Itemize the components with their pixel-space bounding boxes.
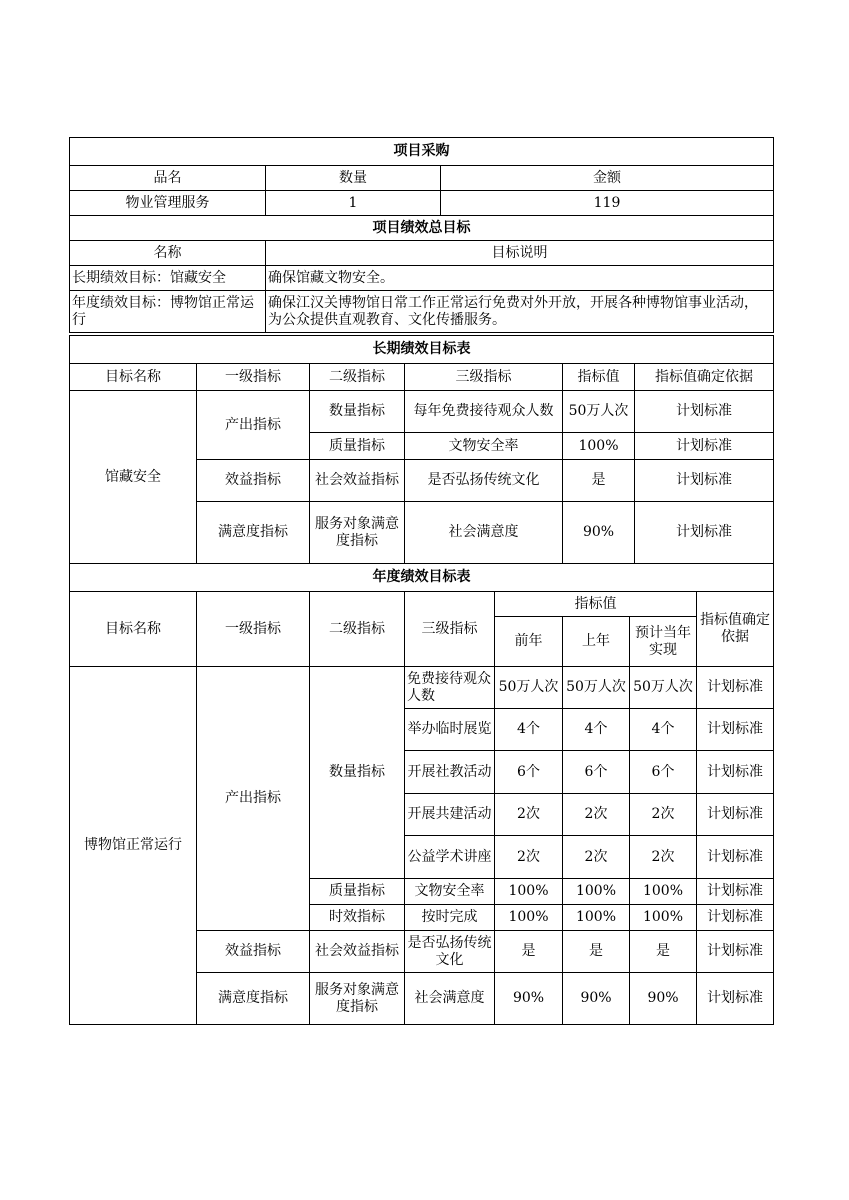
an-basis: 计划标准 bbox=[697, 751, 774, 794]
an-basis: 计划标准 bbox=[697, 794, 774, 836]
an-header-year-before: 前年 bbox=[495, 617, 563, 667]
lt-level3: 是否弘扬传统文化 bbox=[405, 460, 563, 502]
an-level3: 举办临时展览 bbox=[405, 709, 495, 751]
an-value: 100% bbox=[630, 879, 697, 905]
an-level3: 社会满意度 bbox=[405, 973, 495, 1025]
an-level2-quality: 质量指标 bbox=[310, 879, 405, 905]
an-header-goal: 目标名称 bbox=[70, 592, 197, 667]
lt-basis: 计划标准 bbox=[635, 460, 774, 502]
an-value: 2次 bbox=[630, 794, 697, 836]
an-level3: 公益学术讲座 bbox=[405, 836, 495, 879]
an-value: 50万人次 bbox=[630, 667, 697, 709]
lt-level1-benefit: 效益指标 bbox=[197, 460, 310, 502]
lt-basis: 计划标准 bbox=[635, 502, 774, 564]
lt-level2: 社会效益指标 bbox=[310, 460, 405, 502]
an-value: 90% bbox=[495, 973, 563, 1025]
an-basis: 计划标准 bbox=[697, 709, 774, 751]
an-basis: 计划标准 bbox=[697, 973, 774, 1025]
long-term-goal-desc: 确保馆藏文物安全。 bbox=[266, 266, 774, 291]
an-goal-name: 博物馆正常运行 bbox=[70, 667, 197, 1025]
an-level1-benefit: 效益指标 bbox=[197, 931, 310, 973]
an-value: 2次 bbox=[563, 794, 630, 836]
an-header-this-year: 预计当年实现 bbox=[630, 617, 697, 667]
an-value: 6个 bbox=[630, 751, 697, 794]
long-term-title: 长期绩效目标表 bbox=[70, 336, 774, 364]
lt-header-level1: 一级指标 bbox=[197, 364, 310, 391]
an-basis: 计划标准 bbox=[697, 905, 774, 931]
lt-header-goal: 目标名称 bbox=[70, 364, 197, 391]
lt-basis: 计划标准 bbox=[635, 391, 774, 433]
lt-level3: 社会满意度 bbox=[405, 502, 563, 564]
an-level2-timeliness: 时效指标 bbox=[310, 905, 405, 931]
lt-header-basis: 指标值确定依据 bbox=[635, 364, 774, 391]
an-level3: 按时完成 bbox=[405, 905, 495, 931]
an-value: 是 bbox=[495, 931, 563, 973]
an-value: 6个 bbox=[563, 751, 630, 794]
an-value: 100% bbox=[563, 879, 630, 905]
an-value: 4个 bbox=[495, 709, 563, 751]
overall-title: 项目绩效总目标 bbox=[70, 216, 774, 241]
lt-level1-satisfaction: 满意度指标 bbox=[197, 502, 310, 564]
col-header-amount: 金额 bbox=[441, 166, 774, 191]
an-value: 100% bbox=[495, 879, 563, 905]
an-value: 4个 bbox=[630, 709, 697, 751]
an-value: 90% bbox=[563, 973, 630, 1025]
an-header-level3: 三级指标 bbox=[405, 592, 495, 667]
lt-value: 是 bbox=[563, 460, 635, 502]
an-level2-social-benefit: 社会效益指标 bbox=[310, 931, 405, 973]
an-value: 2次 bbox=[495, 836, 563, 879]
annual-table bbox=[69, 563, 774, 1025]
col-header-description: 目标说明 bbox=[266, 241, 774, 266]
an-basis: 计划标准 bbox=[697, 667, 774, 709]
long-term-table bbox=[69, 335, 774, 564]
lt-level3: 文物安全率 bbox=[405, 433, 563, 460]
an-value: 2次 bbox=[563, 836, 630, 879]
lt-value: 90% bbox=[563, 502, 635, 564]
an-value: 100% bbox=[495, 905, 563, 931]
lt-header-level3: 三级指标 bbox=[405, 364, 563, 391]
annual-goal-desc: 确保江汉关博物馆日常工作正常运行免费对外开放，开展各种博物馆事业活动，为公众提供直观教育、文化传播服务。 bbox=[266, 291, 774, 333]
item-amount: 119 bbox=[441, 191, 774, 216]
an-basis: 计划标准 bbox=[697, 931, 774, 973]
lt-level3: 每年免费接待观众人数 bbox=[405, 391, 563, 433]
col-header-name: 名称 bbox=[70, 241, 266, 266]
annual-goal-name: 年度绩效目标：博物馆正常运行 bbox=[70, 291, 266, 333]
an-value: 2次 bbox=[495, 794, 563, 836]
lt-header-level2: 二级指标 bbox=[310, 364, 405, 391]
an-value: 50万人次 bbox=[563, 667, 630, 709]
col-header-quantity: 数量 bbox=[266, 166, 441, 191]
an-level3: 是否弘扬传统文化 bbox=[405, 931, 495, 973]
long-term-goal-name: 长期绩效目标：馆藏安全 bbox=[70, 266, 266, 291]
an-value: 是 bbox=[630, 931, 697, 973]
an-header-level1: 一级指标 bbox=[197, 592, 310, 667]
an-level2-quantity: 数量指标 bbox=[310, 667, 405, 879]
an-value: 6个 bbox=[495, 751, 563, 794]
lt-header-value: 指标值 bbox=[563, 364, 635, 391]
an-value: 90% bbox=[630, 973, 697, 1025]
item-quantity: 1 bbox=[266, 191, 441, 216]
lt-level1-output: 产出指标 bbox=[197, 391, 310, 460]
an-header-value: 指标值 bbox=[495, 592, 697, 617]
lt-goal-name: 馆藏安全 bbox=[70, 391, 197, 564]
lt-basis: 计划标准 bbox=[635, 433, 774, 460]
an-level1-output: 产出指标 bbox=[197, 667, 310, 931]
lt-level2: 数量指标 bbox=[310, 391, 405, 433]
procurement-table bbox=[69, 137, 774, 333]
an-level3: 开展社教活动 bbox=[405, 751, 495, 794]
an-value: 2次 bbox=[630, 836, 697, 879]
an-value: 4个 bbox=[563, 709, 630, 751]
col-header-item: 品名 bbox=[70, 166, 266, 191]
an-level3: 开展共建活动 bbox=[405, 794, 495, 836]
an-value: 50万人次 bbox=[495, 667, 563, 709]
an-header-basis: 指标值确定依据 bbox=[697, 592, 774, 667]
an-header-last-year: 上年 bbox=[563, 617, 630, 667]
lt-value: 50万人次 bbox=[563, 391, 635, 433]
an-value: 100% bbox=[563, 905, 630, 931]
annual-title: 年度绩效目标表 bbox=[70, 564, 774, 592]
an-level3: 免费接待观众人数 bbox=[405, 667, 495, 709]
procurement-title: 项目采购 bbox=[70, 138, 774, 166]
lt-level2: 服务对象满意度指标 bbox=[310, 502, 405, 564]
lt-level2: 质量指标 bbox=[310, 433, 405, 460]
an-level1-satisfaction: 满意度指标 bbox=[197, 973, 310, 1025]
lt-value: 100% bbox=[563, 433, 635, 460]
an-level3: 文物安全率 bbox=[405, 879, 495, 905]
an-value: 是 bbox=[563, 931, 630, 973]
an-basis: 计划标准 bbox=[697, 879, 774, 905]
an-value: 100% bbox=[630, 905, 697, 931]
an-level2-service-satisfaction: 服务对象满意度指标 bbox=[310, 973, 405, 1025]
an-header-level2: 二级指标 bbox=[310, 592, 405, 667]
an-basis: 计划标准 bbox=[697, 836, 774, 879]
item-name: 物业管理服务 bbox=[70, 191, 266, 216]
